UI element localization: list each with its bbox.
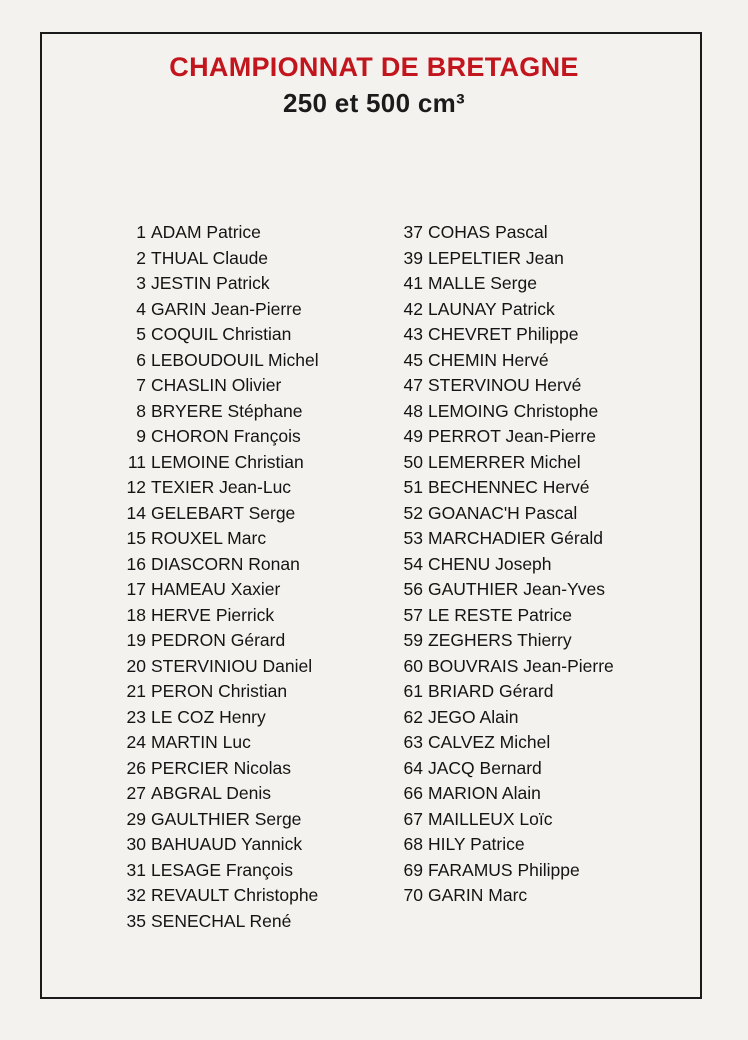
rider-number: 12 (126, 477, 146, 497)
rider-name: LESAGE François (151, 859, 293, 880)
rider-name: HILY Patrice (428, 834, 525, 854)
rider-number: 57 (403, 604, 423, 625)
rider-name: GAUTHIER Jean-Yves (428, 579, 605, 599)
rider-name: LE RESTE Patrice (428, 604, 572, 625)
rider-number: 14 (126, 502, 146, 523)
rider-row (383, 883, 527, 908)
rider-row (383, 705, 518, 730)
rider-number: 6 (136, 349, 146, 370)
rider-row (383, 297, 555, 322)
rider-number: 54 (403, 553, 423, 574)
rider-name: ZEGHERS Thierry (428, 630, 572, 650)
rider-name: LEBOUDOUIL Michel (151, 349, 319, 370)
rider-number: 35 (126, 910, 146, 931)
rider-row (106, 909, 370, 934)
rider-row (383, 424, 596, 449)
rider-number: 60 (403, 655, 423, 676)
rider-row (383, 756, 542, 781)
rider-row (106, 297, 370, 322)
rider-number: 63 (403, 732, 423, 752)
rider-number: 66 (403, 783, 423, 803)
rider-number: 48 (403, 400, 423, 421)
rider-name: MARION Alain (428, 783, 541, 803)
rider-row (106, 858, 370, 883)
rider-name: PERROT Jean-Pierre (428, 426, 596, 446)
rider-row (383, 526, 603, 551)
rider-row (383, 475, 589, 500)
rider-name: THUAL Claude (151, 247, 269, 268)
rider-number: 23 (126, 706, 146, 727)
rider-number: 64 (403, 757, 423, 778)
rider-number: 29 (126, 808, 146, 829)
rider-number: 39 (403, 247, 423, 268)
rider-name: CHASLIN Olivier (151, 375, 282, 395)
rider-name: LEPELTIER Jean (428, 247, 564, 268)
rider-number: 21 (126, 681, 146, 701)
rider-number: 16 (126, 553, 146, 574)
rider-row (106, 705, 370, 730)
rider-row (383, 501, 577, 526)
rider-name: COQUIL Christian (151, 324, 292, 344)
rider-name: HAMEAU Xaxier (151, 579, 281, 599)
rider-number: 41 (403, 273, 423, 293)
rider-row (383, 628, 572, 653)
rider-number: 3 (136, 273, 146, 293)
rider-row (106, 526, 370, 551)
rider-name: SENECHAL René (151, 910, 292, 931)
rider-name: GARIN Jean-Pierre (151, 298, 302, 319)
rider-number: 51 (403, 477, 423, 497)
rider-row (106, 501, 370, 526)
rider-name: STERVINOU Hervé (428, 375, 582, 395)
rider-name: FARAMUS Philippe (428, 859, 580, 880)
rider-name: MARCHADIER Gérald (428, 528, 604, 548)
rider-row (383, 552, 552, 577)
rider-row (383, 271, 537, 296)
rider-row (106, 577, 370, 602)
rider-row (106, 730, 370, 755)
rider-number: 17 (126, 579, 146, 599)
rider-number: 11 (127, 451, 146, 472)
rider-row (106, 322, 370, 347)
rider-name: JEGO Alain (428, 706, 519, 727)
rider-name: REVAULT Christophe (151, 885, 319, 905)
rider-number: 37 (403, 222, 423, 242)
rider-name: MARTIN Luc (151, 732, 251, 752)
rider-row (383, 730, 550, 755)
rider-number: 9 (136, 426, 146, 446)
rider-row (383, 781, 541, 806)
rider-name: BRIARD Gérard (428, 681, 554, 701)
rider-number: 32 (126, 885, 146, 905)
rider-name: COHAS Pascal (428, 222, 548, 242)
rider-number: 2 (136, 247, 146, 268)
rider-row (106, 271, 370, 296)
rider-name: CHEMIN Hervé (428, 349, 549, 370)
rider-row (106, 348, 370, 373)
rider-row (106, 679, 370, 704)
rider-number: 30 (126, 834, 146, 854)
rider-number: 1 (136, 222, 146, 242)
rider-name: CHEVRET Philippe (428, 324, 579, 344)
rider-number: 49 (403, 426, 423, 446)
rider-name: LEMERRER Michel (428, 451, 581, 472)
rider-number: 47 (403, 375, 423, 395)
rider-name: PEDRON Gérard (151, 630, 286, 650)
rider-number: 45 (403, 349, 423, 370)
rider-row (106, 603, 370, 628)
rider-number: 19 (126, 630, 146, 650)
rider-name: LE COZ Henry (151, 706, 266, 727)
rider-name: LEMOINE Christian (151, 451, 304, 472)
rider-number: 4 (136, 298, 146, 319)
rider-number: 31 (126, 859, 146, 880)
rider-row (383, 348, 549, 373)
rider-name: GOANAC'H Pascal (428, 502, 578, 523)
rider-row (106, 424, 370, 449)
rider-number: 26 (126, 757, 146, 778)
rider-row (383, 654, 614, 679)
rider-number: 24 (126, 732, 146, 752)
rider-name: PERON Christian (151, 681, 288, 701)
rider-row (106, 832, 370, 857)
rider-name: CALVEZ Michel (428, 732, 551, 752)
rider-name: JESTIN Patrick (151, 273, 270, 293)
rider-row (383, 373, 581, 398)
rider-row (106, 552, 370, 577)
rider-name: BAHUAUD Yannick (151, 834, 303, 854)
rider-name: GELEBART Serge (151, 502, 296, 523)
rider-number: 27 (126, 783, 146, 803)
rider-name: BRYERE Stéphane (151, 400, 303, 421)
rider-number: 61 (403, 681, 423, 701)
rider-name: GAULTHIER Serge (151, 808, 302, 829)
rider-number: 56 (403, 579, 423, 599)
rider-name: JACQ Bernard (428, 757, 542, 778)
rider-number: 68 (403, 834, 423, 854)
rider-name: ABGRAL Denis (151, 783, 271, 803)
rider-name: PERCIER Nicolas (151, 757, 292, 778)
rider-row (106, 373, 370, 398)
rider-number: 43 (403, 324, 423, 344)
rider-number: 20 (126, 655, 146, 676)
rider-name: CHORON François (151, 426, 301, 446)
rider-row (106, 450, 370, 475)
rider-name: BOUVRAIS Jean-Pierre (428, 655, 614, 676)
rider-number: 42 (403, 298, 423, 319)
rider-name: HERVE Pierrick (151, 604, 275, 625)
rider-name: DIASCORN Ronan (151, 553, 300, 574)
rider-name: MAILLEUX Loïc (428, 808, 553, 829)
rider-number: 7 (136, 375, 146, 395)
rider-name: TEXIER Jean-Luc (151, 477, 292, 497)
rider-row (106, 807, 370, 832)
rider-number: 53 (403, 528, 423, 548)
rider-row (383, 603, 572, 628)
rider-name: BECHENNEC Hervé (428, 477, 590, 497)
rider-row (383, 220, 548, 245)
rider-row (383, 246, 564, 271)
rider-number: 67 (403, 808, 423, 829)
rider-row (106, 246, 370, 271)
rider-row (383, 577, 605, 602)
rider-row (106, 654, 370, 679)
rider-row (383, 450, 581, 475)
rider-name: ROUXEL Marc (151, 528, 267, 548)
rider-row (106, 756, 370, 781)
rider-row (106, 628, 370, 653)
rider-row (383, 832, 525, 857)
rider-number: 18 (126, 604, 146, 625)
rider-number: 69 (403, 859, 423, 880)
rider-row (383, 807, 553, 832)
rider-name: CHENU Joseph (428, 553, 552, 574)
rider-row (106, 781, 370, 806)
rider-number: 70 (403, 885, 423, 905)
document-title: CHAMPIONNAT DE BRETAGNE (169, 52, 579, 82)
rider-number: 52 (403, 502, 423, 523)
rider-row (383, 399, 598, 424)
rider-row (383, 858, 580, 883)
rider-name: LAUNAY Patrick (428, 298, 555, 319)
rider-number: 62 (403, 706, 423, 727)
rider-name: LEMOING Christophe (428, 400, 599, 421)
rider-row (106, 220, 370, 245)
rider-number: 50 (403, 451, 423, 472)
rider-name: ADAM Patrice (151, 222, 261, 242)
rider-number: 5 (136, 324, 146, 344)
rider-name: STERVINIOU Daniel (151, 655, 313, 676)
rider-row (106, 399, 370, 424)
rider-row (106, 475, 370, 500)
rider-row (383, 322, 578, 347)
rider-row (106, 883, 370, 908)
rider-number: 15 (126, 528, 146, 548)
rider-name: GARIN Marc (428, 885, 528, 905)
rider-number: 59 (403, 630, 423, 650)
rider-name: MALLE Serge (428, 273, 537, 293)
rider-number: 8 (136, 400, 146, 421)
rider-row (383, 679, 553, 704)
document-subtitle: 250 et 500 cm³ (283, 88, 465, 118)
